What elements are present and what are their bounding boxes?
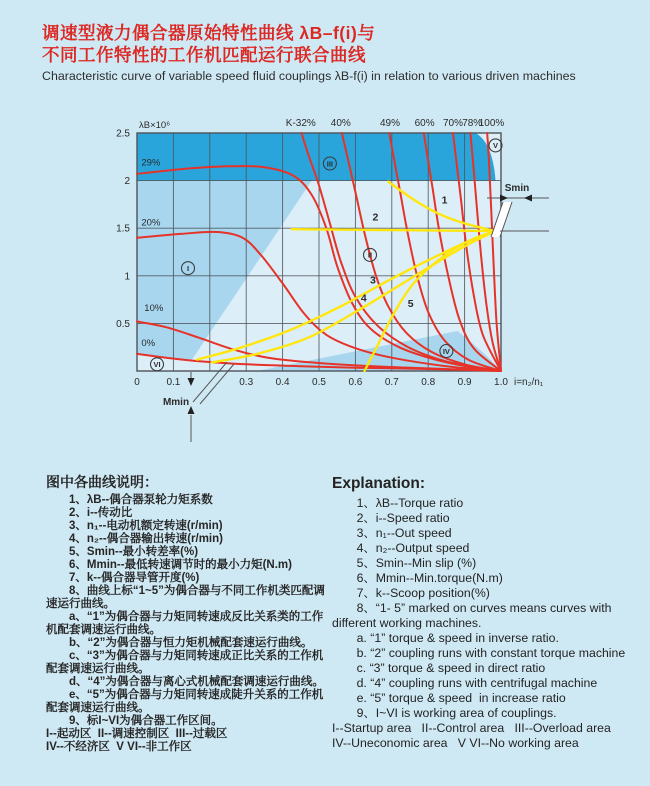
legend-item-zh-5: 5、Smin--最小转差率(%) <box>69 546 199 558</box>
legend-item-zh-3: 3、n₁--电动机额定转速(r/min) <box>69 520 223 532</box>
legend-item-en-2: 2、i--Speed ratio <box>356 511 450 525</box>
svg-text:1: 1 <box>124 271 130 283</box>
smin-arrow-left <box>524 195 532 202</box>
page-title-zh-line2: 不同工作特性的工作机匹配运行联合曲线 <box>42 45 366 65</box>
english-legend <box>332 476 638 751</box>
region-fill-overload-band <box>137 133 499 181</box>
legend-item-zh-8: 8、曲线上标“1~5”为偶合器与不同工作机类匹配调速运行曲线。 <box>46 585 325 610</box>
svg-text:Smin: Smin <box>504 183 530 194</box>
svg-text:0.5: 0.5 <box>312 377 326 388</box>
svg-text:1.0: 1.0 <box>494 377 508 388</box>
mmin-dimension-lines <box>191 362 234 442</box>
legend-item-en-8: 8、“1- 5” marked on curves means curves with different working machines. <box>332 601 615 630</box>
legend-item-en-9: a. “1” torque & speed in inverse ratio. <box>356 631 559 645</box>
svg-text:4: 4 <box>360 292 367 305</box>
svg-text:0.1: 0.1 <box>166 377 181 388</box>
svg-text:3: 3 <box>369 274 376 287</box>
svg-text:29%: 29% <box>141 157 161 169</box>
title-block <box>42 22 622 83</box>
svg-text:K-32%: K-32% <box>285 118 316 129</box>
svg-text:2: 2 <box>372 211 379 224</box>
legend-item-zh-11: c、“3”为偶合器与力矩同转速成正比关系的工作机配套调速运行曲线。 <box>46 650 324 675</box>
legend-item-zh-16: IV--不经济区 V VI--非工作区 <box>46 741 192 753</box>
svg-text:10%: 10% <box>144 303 164 314</box>
svg-text:60%: 60% <box>414 118 435 129</box>
svg-text:1: 1 <box>441 194 448 207</box>
svg-text:49%: 49% <box>379 118 401 129</box>
legend-item-zh-12: d、“4”为偶合器与离心式机械配套调速运行曲线。 <box>69 676 324 688</box>
legend-item-zh-14: 9、标I~VI为偶合器工作区间。 <box>69 715 223 727</box>
legend-item-en-7: 7、k--Scoop position(%) <box>356 586 490 600</box>
legend-item-zh-7: 7、k--偶合器导管开度(%) <box>69 572 200 584</box>
page-title-zh-line1: 调速型液力偶合器原始特性曲线 λB–f(i)与 <box>42 23 376 43</box>
page-subtitle-en: Characteristic curve of variable speed fluid couplings λB-f(i) in relation to various driven machines <box>42 69 576 83</box>
english-legend-items <box>332 496 638 751</box>
svg-text:0.8: 0.8 <box>421 377 436 388</box>
svg-text:0.7: 0.7 <box>384 377 399 388</box>
legend-item-zh-1: 1、λB--偶合器泵轮力矩系数 <box>69 494 213 506</box>
svg-text:II: II <box>367 250 373 260</box>
legend-item-en-12: d. “4” coupling runs with centrifugal machine <box>356 676 598 690</box>
svg-text:I: I <box>186 264 190 273</box>
smin-arrow-right <box>500 195 508 202</box>
svg-text:V: V <box>492 141 499 151</box>
legend-item-en-1: 1、λB--Torque ratio <box>356 496 464 510</box>
legend-item-en-14: 9、I~VI is working area of couplings. <box>356 706 557 720</box>
svg-text:78%: 78% <box>462 118 483 129</box>
svg-text:0.5: 0.5 <box>116 318 130 330</box>
svg-text:0.3: 0.3 <box>239 377 254 388</box>
legend-item-zh-9: a、“1”为偶合器与力矩同转速成反比关系类的工作机配套调速运行曲线。 <box>46 611 324 636</box>
legend-item-zh-10: b、“2”为偶合器与恒力矩机械配套速运行曲线。 <box>69 637 313 649</box>
svg-text:IV: IV <box>442 346 450 356</box>
svg-text:5: 5 <box>407 298 414 311</box>
svg-text:0.9: 0.9 <box>457 377 472 388</box>
mmin-arrow-down <box>188 378 195 386</box>
legend-item-en-6: 6、Mmin--Min.torque(N.m) <box>356 571 503 585</box>
characteristic-curve-chart <box>88 106 568 452</box>
svg-text:0%: 0% <box>141 338 156 350</box>
svg-text:III: III <box>326 159 334 169</box>
svg-text:100%: 100% <box>478 118 505 129</box>
legend-item-zh-4: 4、n₂--偶合器输出转速(r/min) <box>69 533 223 545</box>
svg-text:Mmin: Mmin <box>162 397 190 408</box>
legend-item-en-10: b. “2” coupling runs with constant torque machine <box>356 646 626 660</box>
legend-item-en-4: 4、n₂--Output speed <box>356 541 470 555</box>
english-legend-heading: Explanation: <box>332 475 426 492</box>
svg-text:2.5: 2.5 <box>116 128 130 140</box>
svg-text:2: 2 <box>124 176 130 188</box>
chinese-legend <box>46 476 328 754</box>
legend-item-zh-6: 6、Mmin--最低转速调节时的最小力矩(N.m) <box>69 559 292 571</box>
svg-text:0: 0 <box>134 377 140 388</box>
svg-text:70%: 70% <box>442 118 464 129</box>
svg-text:20%: 20% <box>141 217 161 229</box>
svg-text:VI: VI <box>153 360 161 370</box>
legend-item-zh-13: e、“5”为偶合器与力矩同转速成陡升关系的工作机配套调速运行曲线。 <box>46 689 324 714</box>
legend-item-en-5: 5、Smin--Min slip (%) <box>356 556 477 570</box>
legend-item-en-13: e. “5” torque & speed in increase ratio <box>356 691 566 705</box>
chinese-legend-heading: 图中各曲线说明： <box>46 474 158 490</box>
legend-item-en-15: I--Startup area II--Control area III--Overload area <box>332 721 611 735</box>
legend-item-en-16: IV--Uneconomic area V VI--No working area <box>332 736 579 750</box>
svg-text:0.6: 0.6 <box>348 377 363 388</box>
legend-item-en-3: 3、n₁--Out speed <box>356 526 452 540</box>
svg-text:1.5: 1.5 <box>116 223 130 235</box>
legend-item-zh-15: I--起动区 II--调速控制区 III--过载区 <box>46 728 228 740</box>
chinese-legend-items <box>46 494 328 754</box>
svg-text:i=n₂/n₁: i=n₂/n₁ <box>514 377 544 388</box>
svg-text:0.4: 0.4 <box>275 377 290 388</box>
svg-text:λB×10⁶: λB×10⁶ <box>139 120 171 131</box>
legend-item-en-11: c. “3” torque & speed in direct ratio <box>356 661 546 675</box>
legend-item-zh-2: 2、i--传动比 <box>69 507 133 519</box>
svg-text:40%: 40% <box>330 118 351 129</box>
